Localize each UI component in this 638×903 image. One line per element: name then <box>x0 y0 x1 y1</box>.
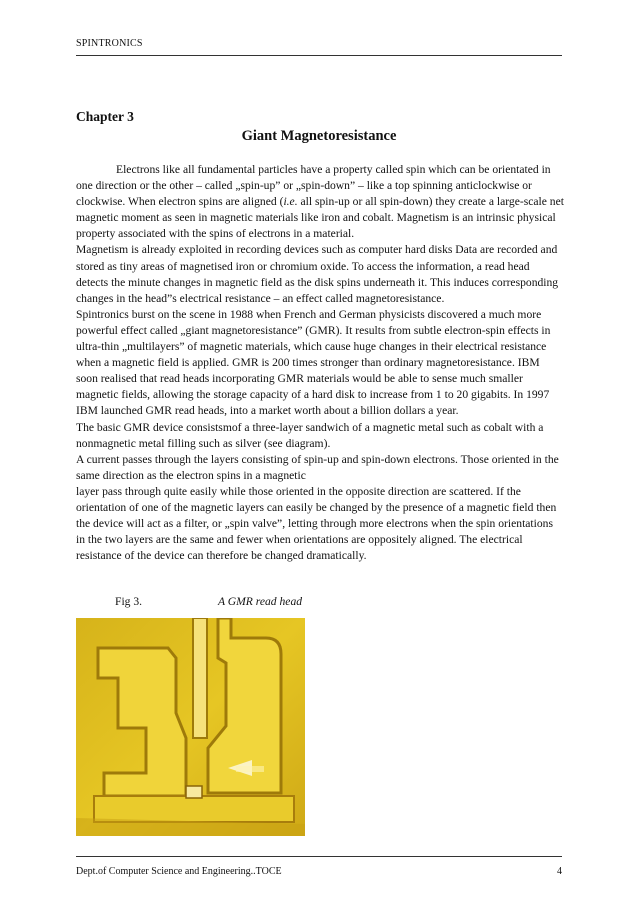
figure-number: Fig 3. <box>115 595 143 608</box>
paragraph-1 <box>76 162 564 242</box>
paragraph-1-text-a: Electrons like all fundamental particles have a property called spin which can be orientated in one direction or the other – called „spin-up” or „spin-down” – like a top spinning anticlockwise or clockwise. When electron spins are aligned ( <box>76 163 551 209</box>
paragraph-1-emphasis: i.e. <box>283 195 298 209</box>
paragraph-1-text-b: all spin-up or all spin-down) they create a large-scale net magnetic moment as seen in magnetic materials like iron and cobalt. Magnetism is an intrinsic physical property associated with the spins of electrons in a material. <box>76 195 564 241</box>
body-text <box>76 162 564 564</box>
footer-department: Dept.of Computer Science and Engineering..TOCE <box>76 866 282 877</box>
page-number: 4 <box>557 866 562 877</box>
paragraph-2: Magnetism is already exploited in recording devices such as computer hard disks Data are recorded and stored as tiny areas of magnetised iron or chromium oxide. To access the information, a read head detects the minute changes in magnetic field as the disk spins underneath it. This induces corresponding changes in the head”s electrical resistance – an effect called magnetoresistance. <box>76 243 559 305</box>
chapter-title: Giant Magnetoresistance <box>241 128 397 144</box>
paragraph-4: The basic GMR device consistsmof a three-layer sandwich of a magnetic metal such as cobalt with a nonmagnetic metal filling such as silver (see diagram). <box>76 420 544 450</box>
figure-caption: A GMR read head <box>218 595 303 608</box>
figure-caption-row <box>115 595 303 608</box>
paragraph-5: A current passes through the layers consisting of spin-up and spin-down electrons. Those oriented in the same direction as the electron spins in a magnetic <box>76 452 559 482</box>
header-rule <box>76 55 562 56</box>
gmr-read-head-image <box>76 618 305 836</box>
footer-rule <box>76 856 562 857</box>
chapter-label: Chapter 3 <box>76 109 134 124</box>
page-header: SPINTRONICS <box>76 38 143 49</box>
gmr-read-head-photo <box>76 618 305 836</box>
paragraph-3: Spintronics burst on the scene in 1988 when French and German physicists discovered a much more powerful effect called „giant magnetoresistance” (GMR). It results from subtle electron-spin effects in ultra-thin „multilayers” of magnetic materials, which cause huge changes in their electrical resistance when a magnetic field is applied. GMR is 200 times stronger than ordinary magnetoresistance. IBM soon realised that read heads incorporating GMR materials would be able to sense much smaller magnetic fields, allowing the storage capacity of a hard disk to increase from 1 to 20 gigabits. In 1997 IBM launched GMR read heads, into a market worth about a billion dollars a year. <box>76 307 551 418</box>
paragraph-6: layer pass through quite easily while those oriented in the opposite direction are scattered. If the orientation of one of the magnetic layers can easily be changed by the presence of a magnetic field then the device will act as a filter, or „spin valve”, letting through more electrons when the spin orientations in the two layers are the same and fewer when orientations are oppositely aligned. The electrical resistance of the device can therefore be changed dramatically. <box>76 484 557 563</box>
page-footer <box>76 866 562 877</box>
